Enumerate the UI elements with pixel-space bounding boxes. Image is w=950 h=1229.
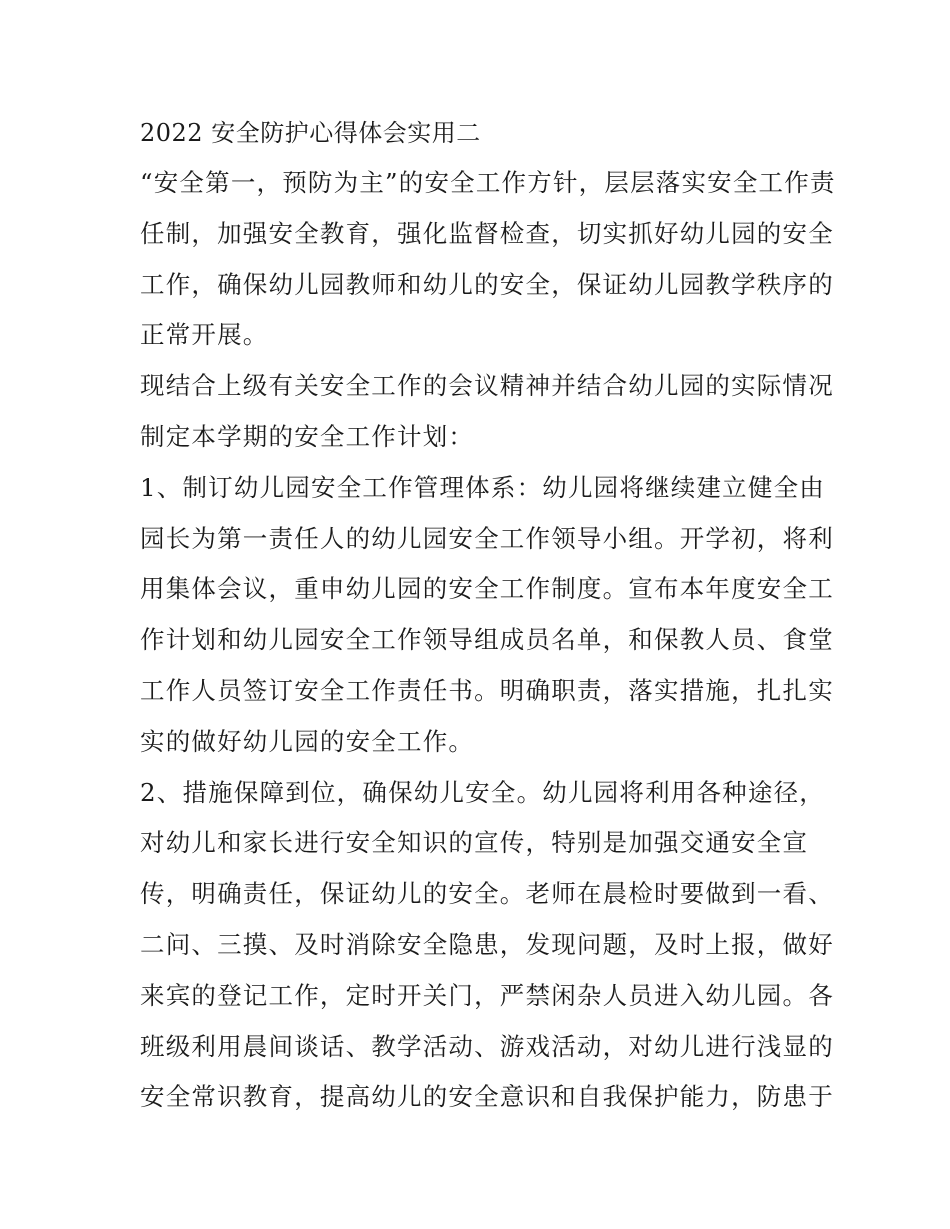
text-line: 现结合上级有关安全工作的会议精神并结合幼儿园的实际情况 xyxy=(140,371,834,401)
document-title: 2022 安全防护心得体会实用二 xyxy=(140,119,481,147)
text-line: 1、制订幼儿园安全工作管理体系：幼儿园将继续建立健全由 xyxy=(140,472,825,502)
text-line: 制定本学期的安全工作计划： xyxy=(140,421,475,451)
text-line: “安全第一，预防为主”的安全工作方针，层层落实安全工作责 xyxy=(140,168,836,197)
text-line: 二问、三摸、及时消除安全隐患，发现问题，及时上报，做好 xyxy=(140,929,834,959)
text-line: 工作人员签订安全工作责任书。明确职责，落实措施，扎扎实 xyxy=(140,675,834,705)
text-line: 园长为第一责任人的幼儿园安全工作领导小组。开学初，将利 xyxy=(140,523,834,553)
text-line: 实的做好幼儿园的安全工作。 xyxy=(140,726,475,756)
text-line: 作计划和幼儿园安全工作领导组成员名单，和保教人员、食堂 xyxy=(140,625,834,655)
text-line: 2、措施保障到位，确保幼儿安全。幼儿园将利用各种途径， xyxy=(140,777,825,807)
text-line: 传，明确责任，保证幼儿的安全。老师在晨检时要做到一看、 xyxy=(140,879,834,909)
text-line: 正常开展。 xyxy=(140,320,269,350)
text-line: 安全常识教育，提高幼儿的安全意识和自我保护能力，防患于 xyxy=(140,1082,834,1112)
text-line: 工作，确保幼儿园教师和幼儿的安全，保证幼儿园教学秩序的 xyxy=(140,269,834,299)
text-line: 来宾的登记工作，定时开关门，严禁闲杂人员进入幼儿园。各 xyxy=(140,980,834,1010)
text-line: 任制，加强安全教育，强化监督检查，切实抓好幼儿园的安全 xyxy=(140,218,834,248)
document-body xyxy=(140,108,836,1123)
text-line: 对幼儿和家长进行安全知识的宣传，特别是加强交通安全宣 xyxy=(140,828,809,858)
text-line: 班级利用晨间谈话、教学活动、游戏活动，对幼儿进行浅显的 xyxy=(140,1031,834,1061)
text-line: 用集体会议，重申幼儿园的安全工作制度。宣布本年度安全工 xyxy=(140,574,834,604)
